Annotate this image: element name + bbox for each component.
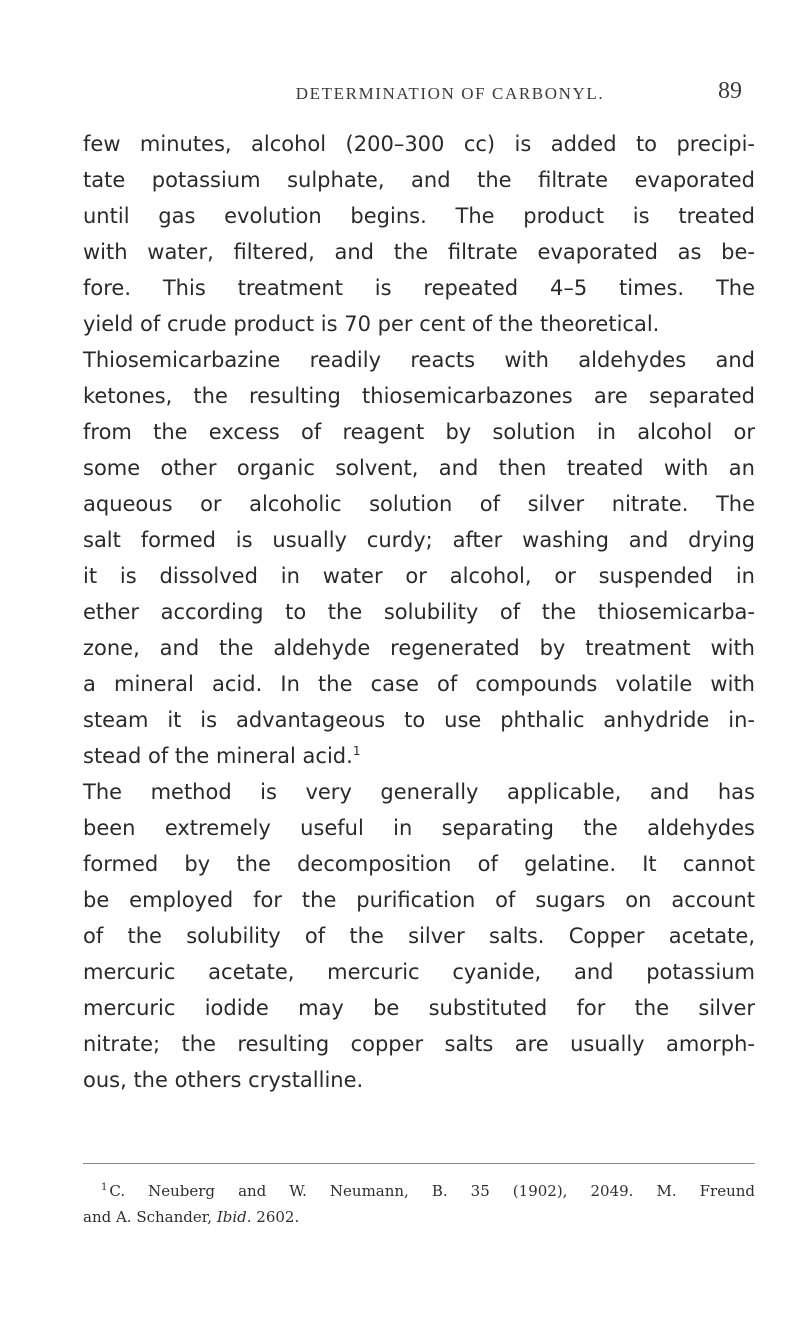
footnote-divider (83, 1163, 755, 1164)
footnote-ibid: Ibid. (216, 1208, 252, 1226)
text-line: ketones, the resulting thiosemicarbazones are separated (83, 384, 755, 408)
footnote-reference[interactable]: 1 (352, 744, 361, 758)
text-line: from the excess of reagent by solution in alcohol or (83, 420, 755, 444)
text-line: until gas evolution begins. The product is treated (83, 204, 755, 228)
text-line: been extremely useful in separating the aldehydes (83, 816, 755, 840)
text-line: some other organic solvent, and then treated with an (83, 456, 755, 480)
text-line: with water, filtered, and the filtrate evaporated as be- (83, 240, 755, 264)
text-line: steam it is advantageous to use phthalic anhydride in- (83, 708, 755, 732)
footnote-text: and A. Schander, (83, 1208, 217, 1226)
page-number: 89 (718, 78, 742, 104)
text-line: zone, and the aldehyde regenerated by treatment with (83, 636, 755, 660)
text-line: mercuric acetate, mercuric cyanide, and potassium (83, 960, 755, 984)
text-line: ether according to the solubility of the thiosemicarba- (83, 600, 755, 624)
text-line: aqueous or alcoholic solution of silver nitrate. The (83, 492, 755, 516)
text-line: The method is very generally applicable, and has (83, 780, 755, 804)
running-title: DETERMINATION OF CARBONYL. (295, 84, 605, 103)
text-line: formed by the decomposition of gelatine. It cannot (83, 852, 755, 876)
text-line: few minutes, alcohol (200–300 cc) is added to precipi- (83, 132, 755, 156)
footnote-text: 2602. (251, 1208, 300, 1226)
text-line: mercuric iodide may be substituted for the silver (83, 996, 755, 1020)
footnote-text: C. Neuberg and W. Neumann, B. 35 (1902), 2049. M. Freund (109, 1182, 755, 1200)
text-line: salt formed is usually curdy; after washing and drying (83, 528, 755, 552)
text-line: yield of crude product is 70 per cent of the theoretical. (83, 312, 660, 336)
text-line-with-footnote-ref (83, 738, 755, 774)
footnote-line (83, 1178, 755, 1204)
text-line: ous, the others crystalline. (83, 1068, 364, 1092)
text-line: be employed for the purification of sugars on account (83, 888, 755, 912)
body-text (83, 126, 755, 1098)
text-line: stead of the mineral acid. (83, 744, 353, 768)
text-line: it is dissolved in water or alcohol, or suspended in (83, 564, 755, 588)
text-line: of the solubility of the silver salts. Copper acetate, (83, 924, 755, 948)
text-line: nitrate; the resulting copper salts are usually amorph- (83, 1032, 755, 1056)
text-line: a mineral acid. In the case of compounds volatile with (83, 672, 755, 696)
text-line: fore. This treatment is repeated 4–5 times. The (83, 276, 755, 300)
text-line: Thiosemicarbazine readily reacts with aldehydes and (83, 348, 755, 372)
text-line: tate potassium sulphate, and the filtrate evaporated (83, 168, 755, 192)
footnote-line (83, 1204, 755, 1230)
footnote-mark: 1 (101, 1182, 108, 1193)
footnote (83, 1178, 755, 1230)
